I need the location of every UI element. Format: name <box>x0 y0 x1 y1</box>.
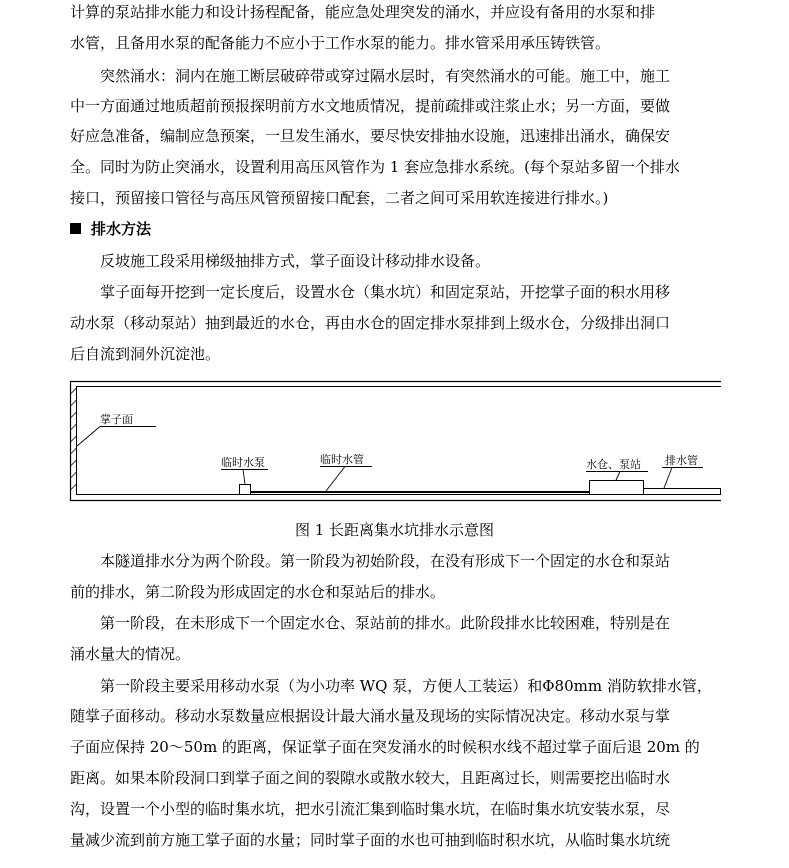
temp-pipe <box>251 452 589 492</box>
paragraph-line: 水管，且备用水泵的配备能力不应小于工作水泵的能力。排水管采用承压铸铁管。 <box>70 34 611 52</box>
paragraph-line: 距离。如果本阶段洞口到掌子面之间的裂隙水或散水较大，且距离过长，则需要挖出临时水 <box>70 769 671 787</box>
paragraph-line: 第一阶段主要采用移动水泵（为小功率 WQ 泵，方便人工装运）和Φ80mm 消防软排水管， <box>100 677 712 695</box>
paragraph-line: 掌子面每开挖到一定长度后，设置水仓（集水坑）和固定泵站，开挖掌子面的积水用移 <box>100 283 671 301</box>
temp-pipe-label: 临时水管 <box>320 453 364 466</box>
temp-pump <box>221 455 268 495</box>
paragraph-line: 沟，设置一个小型的临时集水坑，把水引流汇集到临时集水坑，在临时集水坑安装水泵，尽 <box>70 800 671 818</box>
face-label-text: 掌子面 <box>100 413 133 426</box>
paragraph-line: 计算的泵站排水能力和设计扬程配备，能应急处理突发的涌水，并应设有备用的水泵和排 <box>70 3 656 21</box>
drain-pipe-label: 排水管 <box>665 454 698 467</box>
sump-pump-station <box>586 457 648 495</box>
sump-station-label: 水仓、泵站 <box>586 458 641 471</box>
paragraph-line: 接口，预留接口管径与高压风管预留接口配套，二者之间可采用软连接进行排水。) <box>70 189 609 207</box>
paragraph-line: 本隧道排水分为两个阶段。第一阶段为初始阶段，在没有形成下一个固定的水仓和泵站 <box>100 552 671 570</box>
paragraph-line: 随掌子面移动。移动水泵数量应根据设计最大涌水量及现场的实际情况决定。移动水泵与掌 <box>70 707 671 725</box>
paragraph-line: 好应急准备，编制应急预案，一旦发生涌水，要尽快安排抽水设施，迅速排出涌水，确保安 <box>70 127 671 145</box>
drain-pipe <box>644 453 721 495</box>
paragraph-line: 量减少流到前方施工掌子面的水量；同时掌子面的水也可抽到临时积水坑，从临时集水坑统 <box>70 831 671 849</box>
face-label <box>77 412 156 446</box>
section-heading-text: 排水方法 <box>91 220 152 238</box>
paragraph-line: 子面应保持 20～50m 的距离，保证掌子面在突发涌水的时候积水线不超过掌子面后退 20m 的 <box>70 738 700 756</box>
paragraph-line: 中一方面通过地质超前预报探明前方水文地质情况，提前疏排或注浆止水；另一方面，要做 <box>70 97 671 115</box>
figure-caption: 图 1 长距离集水坑排水示意图 <box>294 521 495 539</box>
paragraph-line: 全。同时为防止突涌水，设置利用高压风管作为 1 套应急排水系统。(每个泵站多留一个排水 <box>70 158 680 176</box>
paragraph-line: 第一阶段，在未形成下一个固定水仓、泵站前的排水。此阶段排水比较困难，特别是在 <box>100 614 671 632</box>
paragraph-line: 前的排水，第二阶段为形成固定的水仓和泵站后的排水。 <box>70 583 446 601</box>
paragraph-line: 动水泵（移动泵站）抽到最近的水仓，再由水仓的固定排水泵排到上级水仓，分级排出洞口 <box>70 314 671 332</box>
paragraph-line: 反坡施工段采用梯级抽排方式，掌子面设计移动排水设备。 <box>100 252 491 270</box>
temp-pump-label: 临时水泵 <box>221 456 265 469</box>
paragraph-line: 后自流到洞外沉淀池。 <box>70 345 221 363</box>
paragraph-line: 突然涌水：洞内在施工断层破碎带或穿过隔水层时，有突然涌水的可能。施工中，施工 <box>100 67 671 85</box>
paragraph-line: 涌水量大的情况。 <box>70 645 191 663</box>
